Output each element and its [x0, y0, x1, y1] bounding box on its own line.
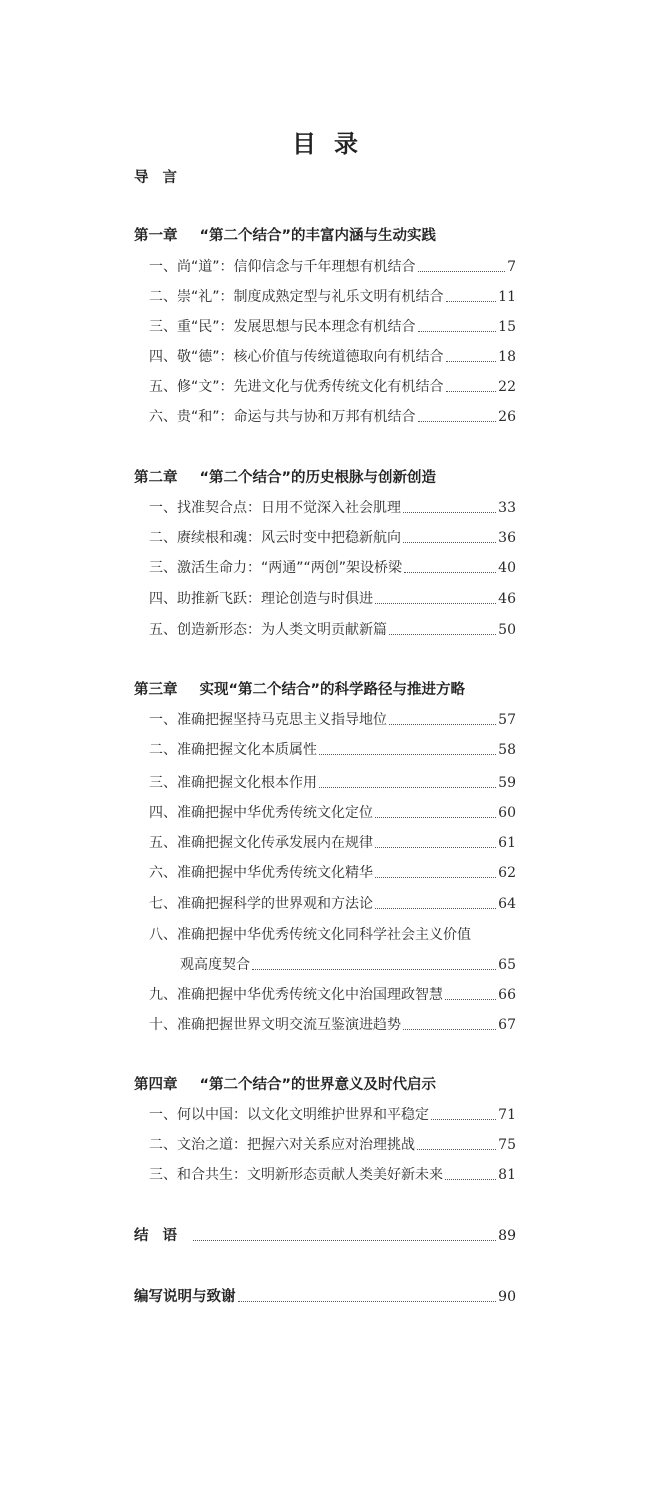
entry-label: 一、准确把握坚持马克思主义指导地位: [149, 712, 387, 728]
conclusion-entry[interactable]: [134, 1226, 516, 1246]
entry-label: 五、创造新形态：为人类文明贡献新篇: [149, 622, 387, 638]
toc-entry[interactable]: [149, 407, 516, 427]
toc-entry[interactable]: [149, 833, 516, 853]
toc-entry[interactable]: [149, 528, 516, 548]
page-number: 26: [498, 409, 516, 425]
toc-entry[interactable]: [149, 347, 516, 367]
page-number: 46: [498, 591, 516, 607]
entry-label: 六、准确把握中华优秀传统文化精华: [149, 865, 373, 881]
toc-entry[interactable]: [149, 1165, 516, 1185]
dot-leader: [403, 511, 496, 513]
dot-leader: [403, 541, 496, 543]
toc-entry[interactable]: [149, 620, 516, 640]
page-number: 18: [498, 349, 516, 365]
page-number: 15: [498, 319, 516, 335]
entry-label: 一、尚“道”：信仰信念与千年理想有机结合: [149, 259, 416, 275]
entry-label: 十、准确把握世界文明交流互鉴演进趋势: [149, 1017, 401, 1033]
page-number: 36: [498, 530, 516, 546]
dot-leader: [238, 1300, 497, 1302]
entry-label: 三、和合共生：文明新形态贡献人类美好新未来: [149, 1167, 443, 1183]
toc-entry[interactable]: [149, 863, 516, 883]
page-number: 81: [498, 1167, 516, 1183]
toc-entry[interactable]: [149, 1135, 516, 1155]
dot-leader: [375, 602, 496, 604]
entry-label: 七、准确把握科学的世界观和方法论: [149, 896, 373, 912]
toc-entry[interactable]: [149, 257, 516, 277]
dot-leader: [404, 571, 496, 573]
page-number: 40: [498, 560, 516, 576]
toc-entry[interactable]: [149, 377, 516, 397]
entry-label: 八、准确把握中华优秀传统文化同科学社会主义价值: [149, 927, 471, 943]
entry-label: 五、准确把握文化传承发展内在规律: [149, 835, 373, 851]
entry-label: 二、准确把握文化本质属性: [149, 742, 317, 758]
toc-entry[interactable]: [149, 710, 516, 730]
dot-leader: [446, 360, 497, 362]
entry-label: 九、准确把握中华优秀传统文化中治国理政智慧: [149, 987, 443, 1003]
dot-leader: [431, 1118, 496, 1120]
page-number: 62: [498, 865, 516, 881]
chapter-number: 第二章: [134, 470, 178, 486]
dot-leader: [319, 753, 496, 755]
entry-label-continued: 观高度契合: [180, 957, 250, 973]
dot-leader: [389, 633, 496, 635]
chapter-title: “第二个结合”的丰富内涵与生动实践: [199, 228, 437, 244]
page-number: 90: [498, 1289, 516, 1305]
acknowledgements-label: 编写说明与致谢: [134, 1289, 236, 1305]
dot-leader: [319, 786, 496, 788]
chapter-title: 实现“第二个结合”的科学路径与推进方略: [199, 682, 466, 698]
dot-leader: [418, 270, 506, 272]
dot-leader: [375, 876, 496, 878]
dot-leader: [445, 998, 496, 1000]
dot-leader: [417, 1148, 496, 1150]
toc-entry[interactable]: [149, 925, 516, 945]
page-number: 57: [498, 712, 516, 728]
entry-label: 四、准确把握中华优秀传统文化定位: [149, 805, 373, 821]
entry-label: 六、贵“和”：命运与共与协和万邦有机结合: [149, 409, 416, 425]
entry-label: 三、重“民”：发展思想与民本理念有机结合: [149, 319, 416, 335]
dot-leader: [252, 968, 496, 970]
toc-entry[interactable]: [149, 287, 516, 307]
dot-leader: [375, 907, 496, 909]
page-number: 66: [498, 987, 516, 1003]
acknowledgements-entry[interactable]: [134, 1287, 516, 1307]
toc-entry[interactable]: [149, 894, 516, 914]
entry-label: 五、修“文”：先进文化与优秀传统文化有机结合: [149, 379, 444, 395]
toc-entry[interactable]: [149, 1105, 516, 1125]
entry-label: 二、文治之道：把握六对关系应对治理挑战: [149, 1137, 415, 1153]
chapter-title: “第二个结合”的世界意义及时代启示: [199, 1077, 437, 1093]
dot-leader: [446, 390, 497, 392]
entry-label: 三、激活生命力：“两通”“两创”架设桥梁: [149, 560, 403, 576]
page-number: 71: [498, 1107, 516, 1123]
page-number: 65: [498, 957, 516, 973]
dot-leader: [403, 1028, 496, 1030]
entry-label: 二、崇“礼”：制度成熟定型与礼乐文明有机结合: [149, 289, 444, 305]
entry-label: 一、找准契合点：日用不觉深入社会肌理: [149, 500, 401, 516]
toc-entry[interactable]: [149, 589, 516, 609]
page-number: 7: [507, 259, 516, 275]
page-number: 61: [498, 835, 516, 851]
page-number: 64: [498, 896, 516, 912]
conclusion-label: 结语: [134, 1228, 191, 1244]
toc-entry[interactable]: [149, 773, 516, 793]
page-number: 75: [498, 1137, 516, 1153]
page-number: 22: [498, 379, 516, 395]
page-number: 59: [498, 775, 516, 791]
page-number: 60: [498, 805, 516, 821]
chapter-number: 第四章: [134, 1077, 178, 1093]
entry-label: 四、助推新飞跃：理论创造与时俱进: [149, 591, 373, 607]
dot-leader: [418, 420, 497, 422]
toc-entry[interactable]: [149, 985, 516, 1005]
page-number: 58: [498, 742, 516, 758]
dot-leader: [375, 846, 496, 848]
chapter-heading[interactable]: [134, 226, 516, 246]
entry-label: 二、赓续根和魂：风云时变中把稳新航向: [149, 530, 401, 546]
dot-leader: [389, 723, 496, 725]
chapter-title: “第二个结合”的历史根脉与创新创造: [199, 470, 437, 486]
toc-entry[interactable]: [149, 803, 516, 823]
dot-leader: [446, 300, 497, 302]
toc-entry[interactable]: [149, 1015, 516, 1035]
dot-leader: [445, 1178, 496, 1180]
chapter-number: 第三章: [134, 682, 178, 698]
chapter-heading[interactable]: [134, 680, 516, 700]
toc-entry[interactable]: [149, 498, 516, 518]
intro-heading[interactable]: 导言: [134, 170, 191, 186]
entry-label: 三、准确把握文化根本作用: [149, 775, 317, 791]
toc-entry[interactable]: [149, 558, 516, 578]
chapter-heading[interactable]: [134, 1075, 516, 1095]
page-number: 33: [498, 500, 516, 516]
toc-entry-continuation[interactable]: [180, 955, 516, 975]
dot-leader: [418, 330, 497, 332]
chapter-heading[interactable]: [134, 468, 516, 488]
page-number: 89: [498, 1228, 516, 1244]
toc-entry[interactable]: [149, 317, 516, 337]
page-number: 67: [498, 1017, 516, 1033]
toc-entry[interactable]: [149, 740, 516, 760]
page-number: 50: [498, 622, 516, 638]
entry-label: 四、敬“德”：核心价值与传统道德取向有机结合: [149, 349, 444, 365]
page-number: 11: [498, 289, 516, 305]
page-title: 目录: [292, 130, 376, 158]
chapter-number: 第一章: [134, 228, 178, 244]
dot-leader: [375, 816, 496, 818]
entry-label: 一、何以中国：以文化文明维护世界和平稳定: [149, 1107, 429, 1123]
dot-leader: [193, 1239, 496, 1241]
